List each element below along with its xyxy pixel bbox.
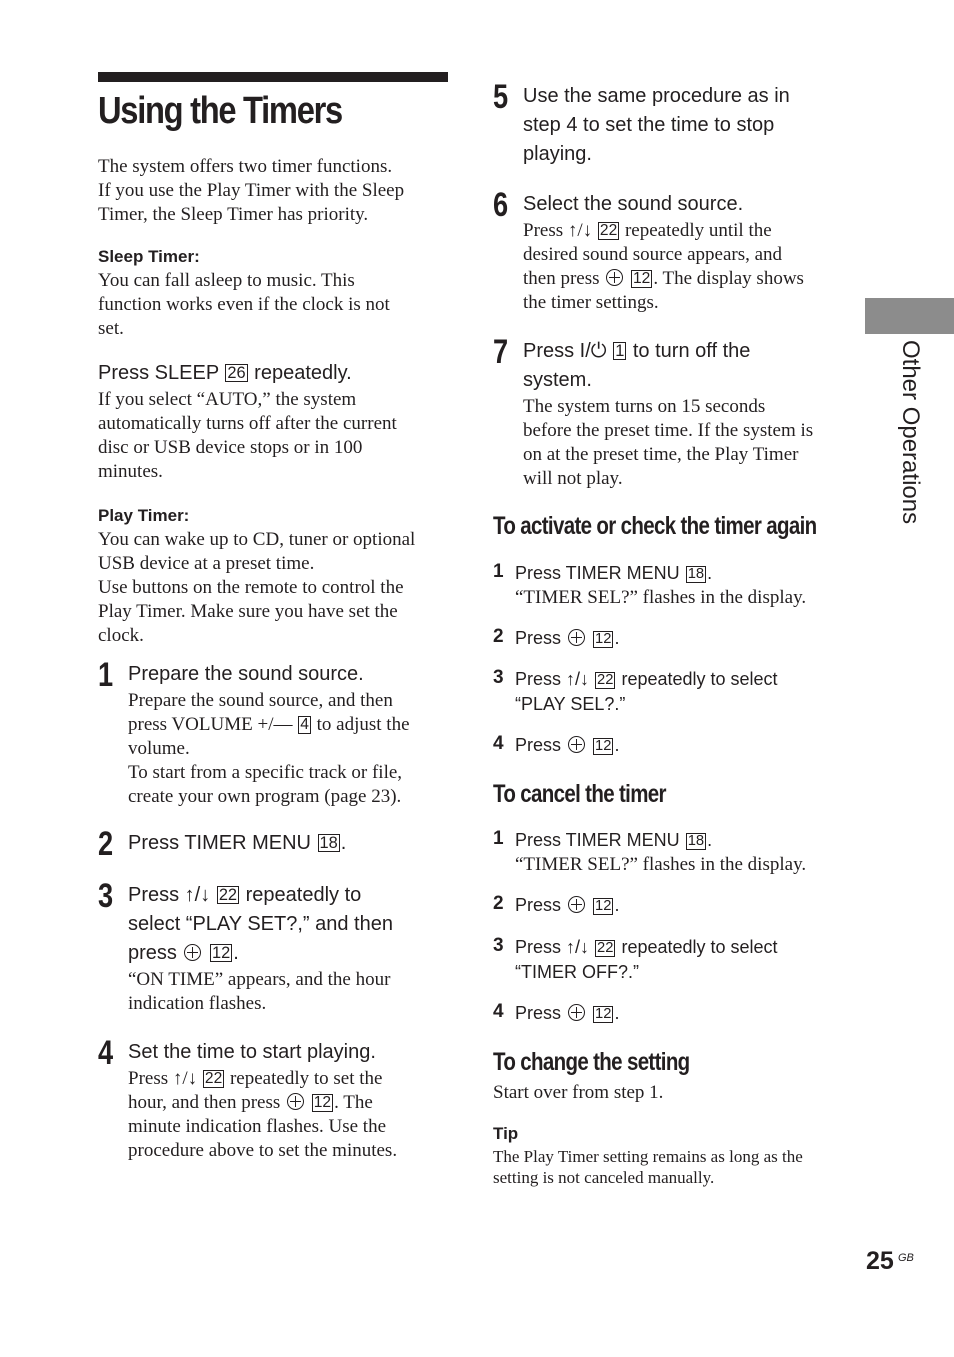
- step-title: Press TIMER MENU 18 .: [128, 832, 347, 854]
- step-title: step 4 to set the time to stop: [523, 114, 775, 136]
- key-12: 12: [595, 738, 612, 754]
- key-12: 12: [595, 898, 612, 914]
- enter-icon: [606, 269, 623, 286]
- tip-line: The Play Timer setting remains as long as the: [493, 1147, 803, 1166]
- step-detail: then press 12 . The display shows: [523, 268, 804, 289]
- step-detail: volume.: [128, 738, 190, 759]
- play-desc-line: Play Timer. Make sure you have set the: [98, 601, 398, 622]
- key-12: 12: [595, 1006, 612, 1022]
- step-detail: press VOLUME +/— 4 to adjust the: [128, 714, 410, 735]
- play-desc-line: clock.: [98, 625, 144, 646]
- sleep-timer-section: [98, 245, 458, 341]
- cancel-heading: To cancel the timer: [493, 780, 666, 808]
- step-number: 3: [98, 877, 114, 915]
- intro-line: The system offers two timer functions.: [98, 156, 393, 177]
- step-number: 6: [493, 186, 509, 224]
- key-22: 22: [204, 1070, 223, 1087]
- key-22: 22: [597, 940, 614, 956]
- step-detail: The system turns on 15 seconds: [523, 396, 766, 417]
- step-detail: Press ↑/↓ 22 repeatedly to set the: [128, 1068, 383, 1089]
- section-tab-marker: [865, 298, 954, 334]
- step-title: Select the sound source.: [523, 193, 744, 215]
- step-title: select “PLAY SET?,” and then: [128, 913, 393, 935]
- key-26: 26: [227, 364, 246, 382]
- step-title: Press I/⏻ 1 to turn off the: [523, 340, 751, 362]
- enter-icon: [287, 1093, 304, 1110]
- key-12: 12: [595, 631, 612, 647]
- step-detail: “ON TIME” appears, and the hour: [128, 969, 391, 990]
- intro-line: If you use the Play Timer with the Sleep: [98, 180, 405, 201]
- key-18: 18: [687, 566, 705, 582]
- play-desc-line: Use buttons on the remote to control the: [98, 577, 404, 598]
- page-number: 25: [866, 1247, 894, 1275]
- step-number: 5: [493, 78, 509, 116]
- play-timer-label: Play Timer:: [98, 506, 190, 525]
- step-detail: create your own program (page 23).: [128, 786, 402, 807]
- step-detail: on at the preset time, the Play Timer: [523, 444, 799, 465]
- key-12: 12: [633, 270, 651, 287]
- step-number: 1: [98, 656, 114, 694]
- key-22: 22: [218, 886, 238, 904]
- step-detail: Press ↑/↓ 22 repeatedly until the: [523, 220, 772, 241]
- step-detail: will not play.: [523, 468, 623, 489]
- step-detail: minute indication flashes. Use the: [128, 1116, 387, 1137]
- sleep-detail-line: disc or USB device stops or in 100: [98, 437, 363, 458]
- enter-icon: [568, 896, 585, 913]
- step-number: 4: [98, 1034, 114, 1072]
- change-heading: To change the setting: [493, 1048, 690, 1076]
- sleep-desc-line: You can fall asleep to music. This: [98, 270, 355, 291]
- sleep-instruction-text: Press SLEEP 26 repeatedly.: [98, 362, 352, 384]
- page-title: Using the Timers: [98, 90, 342, 132]
- step-title: playing.: [523, 143, 592, 165]
- enter-icon: [568, 736, 585, 753]
- play-desc-line: You can wake up to CD, tuner or optional: [98, 529, 416, 550]
- sleep-desc-line: function works even if the clock is not: [98, 294, 390, 315]
- change-text: Start over from step 1.: [493, 1082, 664, 1103]
- page-region-suffix: GB: [898, 1252, 914, 1264]
- section-tab-label: Other Operations: [897, 340, 924, 525]
- step-number: 7: [493, 333, 509, 371]
- intro: [98, 155, 458, 227]
- sleep-detail-line: If you select “AUTO,” the system: [98, 389, 357, 410]
- tip-label: Tip: [493, 1124, 519, 1143]
- sleep-instruction: [98, 359, 458, 484]
- enter-icon: [184, 944, 201, 961]
- step-detail: desired sound source appears, and: [523, 244, 783, 265]
- step-detail: the timer settings.: [523, 292, 659, 313]
- step-title: Set the time to start playing.: [128, 1041, 376, 1063]
- key-22: 22: [597, 672, 614, 688]
- key-12: 12: [313, 1094, 332, 1111]
- step-detail: To start from a specific track or file,: [128, 762, 403, 783]
- sleep-detail-line: minutes.: [98, 461, 163, 482]
- step-number: 2: [98, 825, 114, 863]
- key-4: 4: [300, 716, 309, 733]
- step-detail: Prepare the sound source, and then: [128, 690, 393, 711]
- key-12: 12: [212, 944, 231, 962]
- step-title: press 12 .: [128, 942, 239, 964]
- step-detail: procedure above to set the minutes.: [128, 1140, 398, 1161]
- key-18: 18: [687, 833, 705, 849]
- step-title: Use the same procedure as in: [523, 85, 790, 107]
- enter-icon: [568, 1004, 585, 1021]
- title-rule: [98, 72, 448, 82]
- sleep-timer-label: Sleep Timer:: [98, 247, 200, 266]
- intro-line: Timer, the Sleep Timer has priority.: [98, 204, 369, 225]
- key-18: 18: [319, 834, 338, 852]
- key-1: 1: [615, 342, 625, 360]
- play-timer-section: [98, 504, 458, 648]
- step-detail: indication flashes.: [128, 993, 267, 1014]
- step-title: Press ↑/↓ 22 repeatedly to: [128, 884, 362, 906]
- activate-heading: To activate or check the timer again: [493, 512, 817, 540]
- sleep-desc-line: set.: [98, 318, 124, 339]
- step-title: system.: [523, 369, 592, 391]
- tip-line: setting is not canceled manually.: [493, 1168, 715, 1187]
- sleep-detail-line: automatically turns off after the current: [98, 413, 397, 434]
- enter-icon: [568, 629, 585, 646]
- key-22: 22: [599, 222, 618, 239]
- step-detail: hour, and then press 12 . The: [128, 1092, 373, 1113]
- step-title: Prepare the sound source.: [128, 663, 364, 685]
- play-desc-line: USB device at a preset time.: [98, 553, 315, 574]
- step-detail: before the preset time. If the system is: [523, 420, 814, 441]
